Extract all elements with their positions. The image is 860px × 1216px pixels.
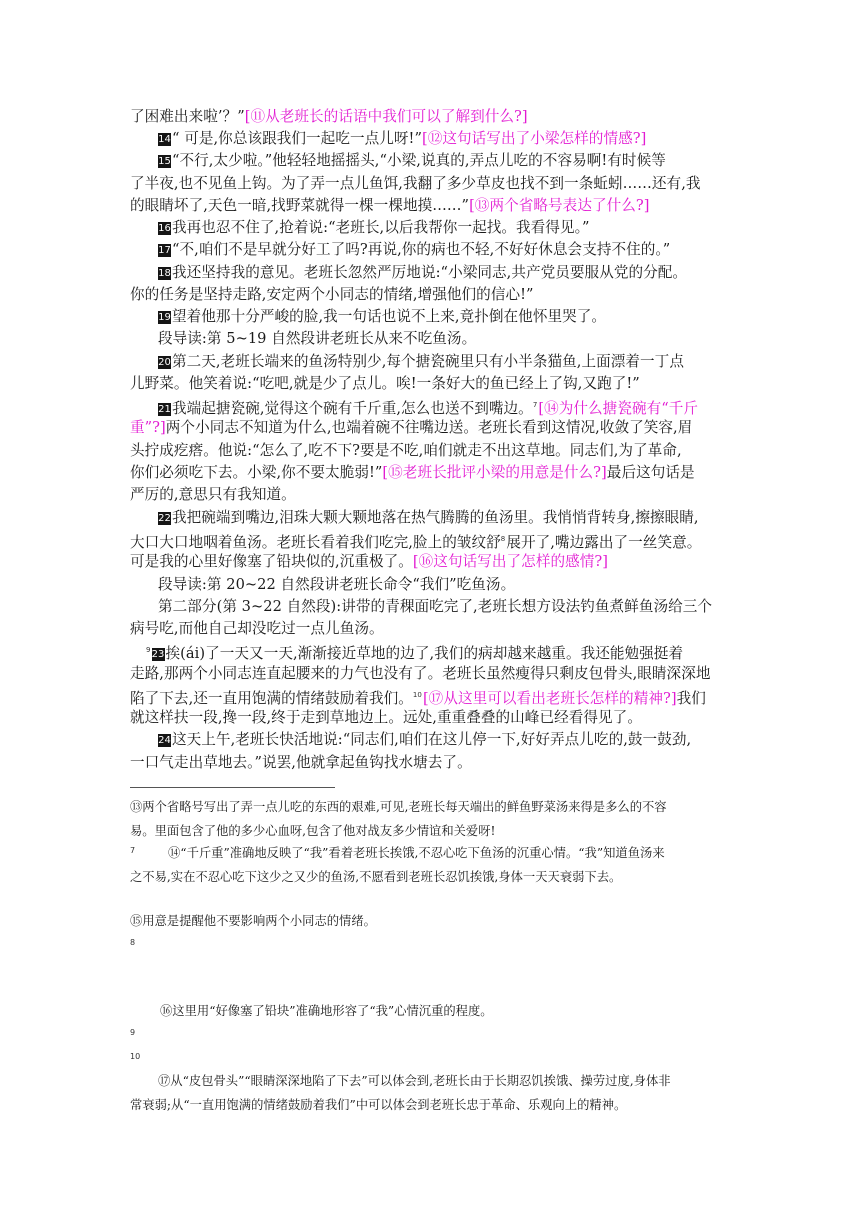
paragraph-number: 20 [158,357,171,368]
footnote-17: ⑰从“皮包骨头”“眼睛深深地陷了下去”可以体会到,老班长由于长期忍饥挨饿、操劳过度,身体非 [158,1074,671,1088]
text-line: 重”?]两个小同志不知道为什么,也端着碗不往嘴边送。老班长看到这情况,收敛了笑容,眉 [130,419,693,436]
paragraph-24: 24这天上午,老班长快活地说:“同志们,咱们在这儿停一下,好好弄点儿吃的,鼓一鼓劲, [158,731,692,748]
paragraph-14: 14“ 可是,你总该跟我们一起吃一点儿呀!”[⑫这句话写出了小梁怎样的情感?] [158,130,647,147]
part-summary: 第二部分(第 3~22 自然段):讲带的青稞面吃完了,老班长想方设法钓鱼煮鲜鱼汤给三个 [158,598,713,615]
section-guide: 段导读:第 20~22 自然段讲老班长命令“我们”吃鱼汤。 [158,576,516,593]
footnote-number: 10 [130,1052,141,1061]
question-annotation: [⑯这句话写出了怎样的感情?] [412,553,609,570]
question-annotation: [⑬两个省略号表达了什么?] [469,197,650,214]
text-line: 就这样扶一段,搀一段,终于走到草地边上。远处,重重叠叠的山峰已经看得见了。 [130,709,642,726]
text-line: 可是我的心里好像塞了铅块似的,沉重极了。[⑯这句话写出了怎样的感情?] [130,553,609,570]
footnote-16: ⑯这里用“好像塞了铅块”准确地形容了“我”心情沉重的程度。 [160,1004,493,1018]
paragraph-23: $^9$23挨(ái)了一天又一天,渐渐接近草地的边了,我们的病却越来越重。我还能勉强挺着 [146,645,684,662]
paragraph-number: 24 [158,735,171,746]
text-line: 病号吃,而他自己却没吃过一点儿鱼汤。 [130,620,384,637]
paragraph-20: 20第二天,老班长端来的鱼汤特别少,每个搪瓷碗里只有小半条猫鱼,上面漂着一丁点 [158,353,684,370]
paragraph-number: 23 [151,649,165,660]
paragraph-17: 17“不,咱们不是早就分好工了吗?再说,你的病也不轻,不好好休息会支持不住的。” [158,241,671,258]
paragraph-number: 17 [158,245,171,256]
text-line: 的眼睛坏了,天色一暗,找野菜就得一棵一棵地摸……”[⑬两个省略号表达了什么?] [130,197,650,214]
paragraph-number: 19 [158,312,171,323]
footnote-number: 8 [130,938,136,947]
footnote-marker: 10 [412,691,422,699]
question-annotation: [⑰从这里可以看出老班长怎样的精神?] [422,690,677,707]
question-annotation: [⑪从老班长的话语中我们可以了解到什么?] [244,108,528,125]
footnote-marker: 9 [146,646,151,654]
text-line: 儿野菜。他笑着说:“吃吧,就是少了点儿。唉!一条好大的鱼已经上了钩,又跑了!” [130,375,640,392]
paragraph-number: 22 [158,513,171,524]
footnote-13: ⑬两个省略号写出了弄一点儿吃的东西的艰难,可见,老班长每天端出的鲜鱼野菜汤来得是多么的不容 [130,800,667,814]
footnote-marker: 8 [500,535,506,543]
paragraph-number: 16 [158,223,171,234]
paragraph-22: 22我把碗端到嘴边,泪珠大颗大颗地落在热气腾腾的鱼汤里。我悄悄背转身,擦擦眼睛, [158,509,699,526]
question-annotation: [⑫这句话写出了小梁怎样的情感?] [421,130,647,147]
paragraph-number: 14 [158,134,171,145]
footnote-13-cont: 易。里面包含了他的多少心血呀,包含了他对战友多少情谊和关爱呀! [130,824,496,838]
section-guide: 段导读:第 5~19 自然段讲老班长从来不吃鱼汤。 [158,330,477,347]
footnote-14-cont: 之不易,实在不忍心吃下这少之又少的鱼汤,不愿看到老班长忍饥挨饿,身体一天天衰弱下去。 [130,870,622,884]
footnote-14: ⑭“千斤重”准确地反映了“我”看着老班长挨饿,不忍心吃下鱼汤的沉重心情。“我”知道鱼汤来 [168,846,665,860]
text-line: 一口气走出草地去。”说罢,他就拿起鱼钩找水塘去了。 [130,754,472,771]
footnote-15: ⑮用意是提醒他不要影响两个小同志的情绪。 [130,914,376,928]
paragraph-number: 21 [158,404,171,415]
question-annotation: [⑮老班长批评小梁的用意是什么?] [382,464,607,481]
text-line: 走路,那两个小同志连直起腰来的力气也没有了。老班长虽然瘦得只剩皮包骨头,眼睛深深地 [130,665,711,682]
footnote-number: 7 [130,846,136,855]
paragraph-18: 18我还坚持我的意见。老班长忽然严厉地说:“小梁同志,共产党员要服从党的分配。 [158,264,688,281]
paragraph-16: 16我再也忍不住了,抢着说:“老班长,以后我帮你一起找。我看得见。” [158,219,590,236]
paragraph-number: 18 [158,268,171,279]
paragraph-15: 15“不行,太少啦。”他轻轻地摇摇头,“小梁,说真的,弄点儿吃的不容易啊!有时候等 [158,152,666,169]
footnote-marker: 7 [532,401,538,409]
text-line: 了困难出来啦’？”[⑪从老班长的话语中我们可以了解到什么?] [130,108,528,125]
text-line: 了半夜,也不见鱼上钩。为了弄一点儿鱼饵,我翻了多少草皮也找不到一条蚯蚓……还有,我 [130,175,701,192]
footnote-divider [130,787,335,788]
paragraph-19: 19望着他那十分严峻的脸,我一句话也说不上来,竟扑倒在他怀里哭了。 [158,308,607,325]
text-line: 大口大口地咽着鱼汤。老班长看着我们吃完,脸上的皱纹舒$^8$展开了,嘴边露出了一丝笑意。 [130,534,702,551]
question-annotation: 重”?] [130,419,166,436]
text-line: 陷了下去,还一直用饱满的情绪鼓励着我们。$^{10}$[⑰从这里可以看出老班长怎样的精神?]我们 [130,690,706,707]
paragraph-number: 15 [158,156,171,167]
text-line: 严厉的,意思只有我知道。 [130,486,296,503]
question-annotation: [⑭为什么搪瓷碗有“千斤 [538,400,699,417]
text-line: 头拧成疙瘩。他说:“怎么了,吃不下?要是不吃,咱们就走不出这草地。同志们,为了革命, [130,442,682,459]
footnote-17-cont: 常衰弱;从“一直用饱满的情绪鼓励着我们”中可以体会到老班长忠于革命、乐观向上的精神。 [130,1098,627,1112]
text-line: 你的任务是坚持走路,安定两个小同志的情绪,增强他们的信心!” [130,286,534,303]
text-line: 你们必须吃下去。小梁,你不要太脆弱!”[⑮老班长批评小梁的用意是什么?]最后这句话是 [130,464,695,481]
paragraph-21: 21我端起搪瓷碗,觉得这个碗有千斤重,怎么也送不到嘴边。$^7$[⑭为什么搪瓷碗有“千斤 [158,400,699,417]
footnote-number: 9 [130,1028,136,1037]
